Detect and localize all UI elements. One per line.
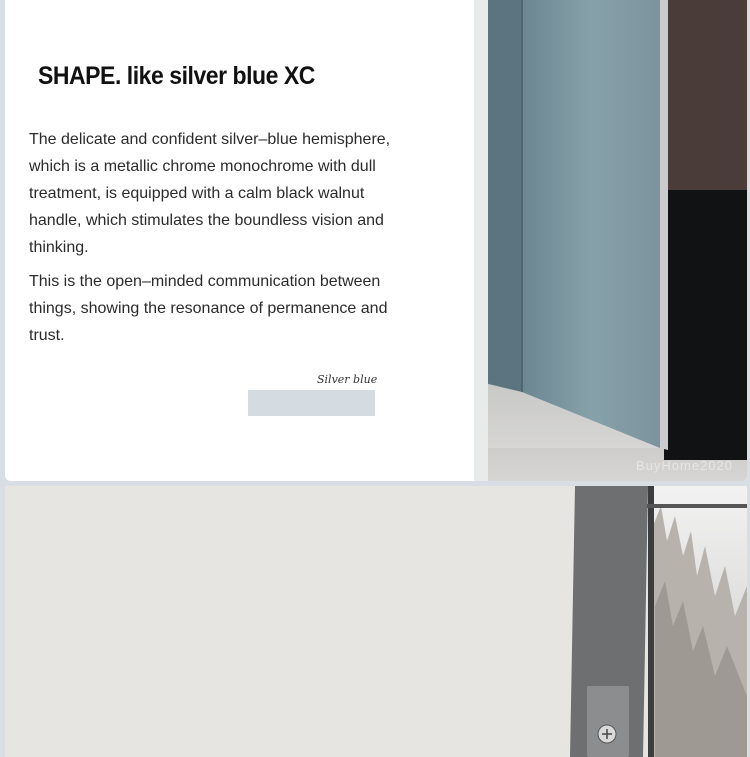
- window-frame-photo: [565, 486, 747, 757]
- color-swatch-label: Silver blue: [317, 373, 378, 386]
- product-photo-card: [5, 486, 747, 757]
- color-swatch[interactable]: [248, 390, 375, 416]
- window-frame-icon: [565, 486, 747, 757]
- door-photo: [474, 0, 747, 481]
- door-photo-icon: [474, 0, 747, 481]
- product-description-card: [5, 0, 747, 481]
- description-paragraph-1: The delicate and confident silver–blue hemisphere, which is a metallic chrome monochrome with dull treatment, is equipped with a calm black walnut handle, which stimulates the boundless vision and thinking.: [29, 131, 391, 256]
- description-paragraph-2: This is the open–minded communication between things, showing the resonance of permanence and trust.: [29, 273, 388, 344]
- photo-watermark: BuyHome2020: [636, 458, 733, 473]
- product-title: SHAPE. like silver blue XC: [38, 62, 315, 90]
